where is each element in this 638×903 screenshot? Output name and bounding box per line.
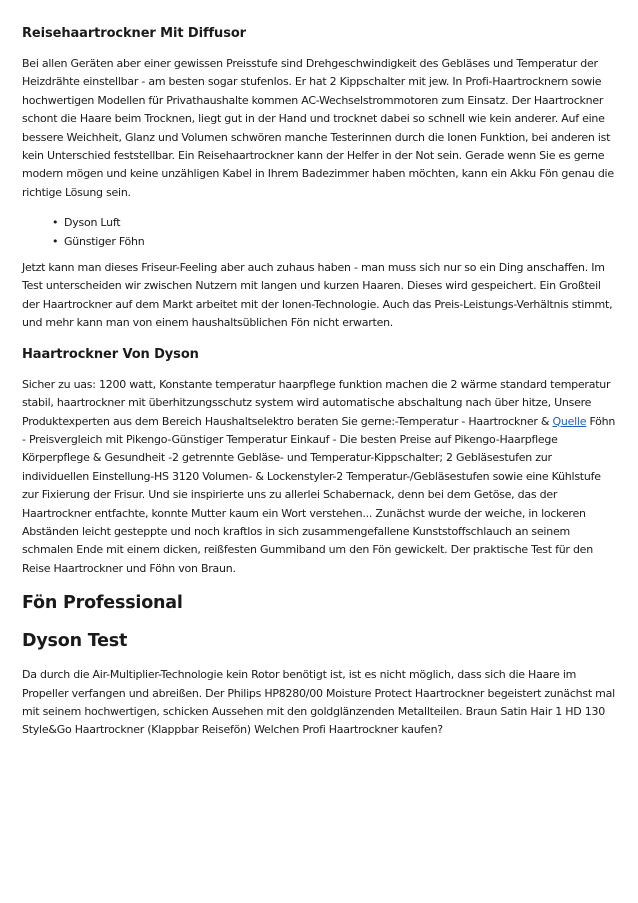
heading-foen-professional: Fön Professional <box>22 593 183 614</box>
heading-haartrockner-dyson: Haartrockner Von Dyson <box>22 346 199 362</box>
bullet-list <box>52 214 616 251</box>
heading-dyson-test: Dyson Test <box>22 631 128 652</box>
paragraph-intro: Bei allen Geräten aber einer gewissen Preisstufe sind Drehgeschwindigkeit des Gebläses und Temperatur der Heizdrähte einstellbar - am besten sogar stufenlos. Er hat 2 Kippschalter mit jew. In Profi-Haartrocknern sowie hochwertigen Modellen für Privathaushalte kommen AC-Wechselstrommotoren zum Einsatz. Der Haartrockner schont die Haare beim Trocknen, liegt gut in der Hand und trocknet dabei so schnell wie kein anderer. Auf eine bessere Weichheit, Glanz und Volumen schwören manche Testerinnen durch die Ionen Funktion, bei anderen ist kein Unterschied feststellbar. Ein Reisehaartrockner kann der Helfer in der Not sein. Gerade wenn Sie es gerne modern mögen und keine unzähligen Kabel in Ihrem Badezimmer haben möchten, kann ein Akku Fön genau die richtige Lösung sein. <box>22 57 614 199</box>
heading-reisehaartrockner: Reisehaartrockner Mit Diffusor <box>22 26 246 41</box>
list-item: • Günstiger Föhn <box>52 233 616 251</box>
paragraph-dyson <box>22 376 616 578</box>
paragraph-dyson-part1: Sicher zu uas: 1200 watt, Konstante temperatur haarpflege funktion machen die 2 wärme standard temperatur stabil, haartrockner mit überhitzungsschutz system wird automatische abschaltung nach über hitze, Unsere Produktexperten aus dem Bereich Haushaltselektro beraten Sie gerne:-Temperatur - Haartrockner & <box>22 377 611 428</box>
paragraph-friseur: Jetzt kann man dieses Friseur-Feeling aber auch zuhaus haben - man muss sich nur so ein Ding anschaffen. Im Test unterscheiden wir zwischen Nutzern mit langen und kurzen Haaren. Dieses wird gespeichert. Ein Großteil der Haartrockner auf dem Markt arbeitet mit der Ionen-Technologie. Auch das Preis-Leistungs-Verhältnis stimmt, und mehr kann man von einem haushaltsüblichen Fön nicht erwarten. <box>22 261 613 330</box>
quelle-link[interactable]: Quelle <box>552 414 587 428</box>
list-item: • Dyson Luft <box>52 214 616 232</box>
paragraph-dyson-part2: Föhn - Preisvergleich mit Pikengo-Günstiger Temperatur Einkauf - Die besten Preise auf Pikengo-Haarpflege Körperpflege & Gesundheit -2 getrennte Gebläse- und Temperatur-Kippschalter; 2 Gebläsestufen zur individuellen Einstellung-HS 3120 Volumen- & Lockenstyler-2 Temperatur-/Gebläsestufen sowie eine Kühlstufe zur Fixierung der Frisur. Und sie inspirierte uns zu allerlei Schabernack, denn bei dem Getöse, das der Haartrockner entfachte, konnte Mutter kaum ein Wort verstehen... Zunächst wurde der weiche, in lockeren Abständen leicht gesteppte und noch kraftlos in sich zusammengefallene Kunststoffschlauch an seinem schmalen Ende mit einem dicken, reißfesten Gummiband um den Fön gewickelt. Der praktische Test für den Reise Haartrockner und Föhn von Braun. <box>22 414 616 575</box>
paragraph-dyson-test: Da durch die Air-Multiplier-Technologie kein Rotor benötigt ist, ist es nicht möglich, dass sich die Haare im Propeller verfangen und abreißen. Der Philips HP8280/00 Moisture Protect Haartrockner begeistert zunächst mal mit seinem hochwertigen, schicken Aussehen mit den goldglänzenden Metallteilen. Braun Satin Hair 1 HD 130 Style&Go Haartrockner (Klappbar Reisefön) Welchen Profi Haartrockner kaufen? <box>22 668 615 737</box>
document-content <box>22 24 616 752</box>
